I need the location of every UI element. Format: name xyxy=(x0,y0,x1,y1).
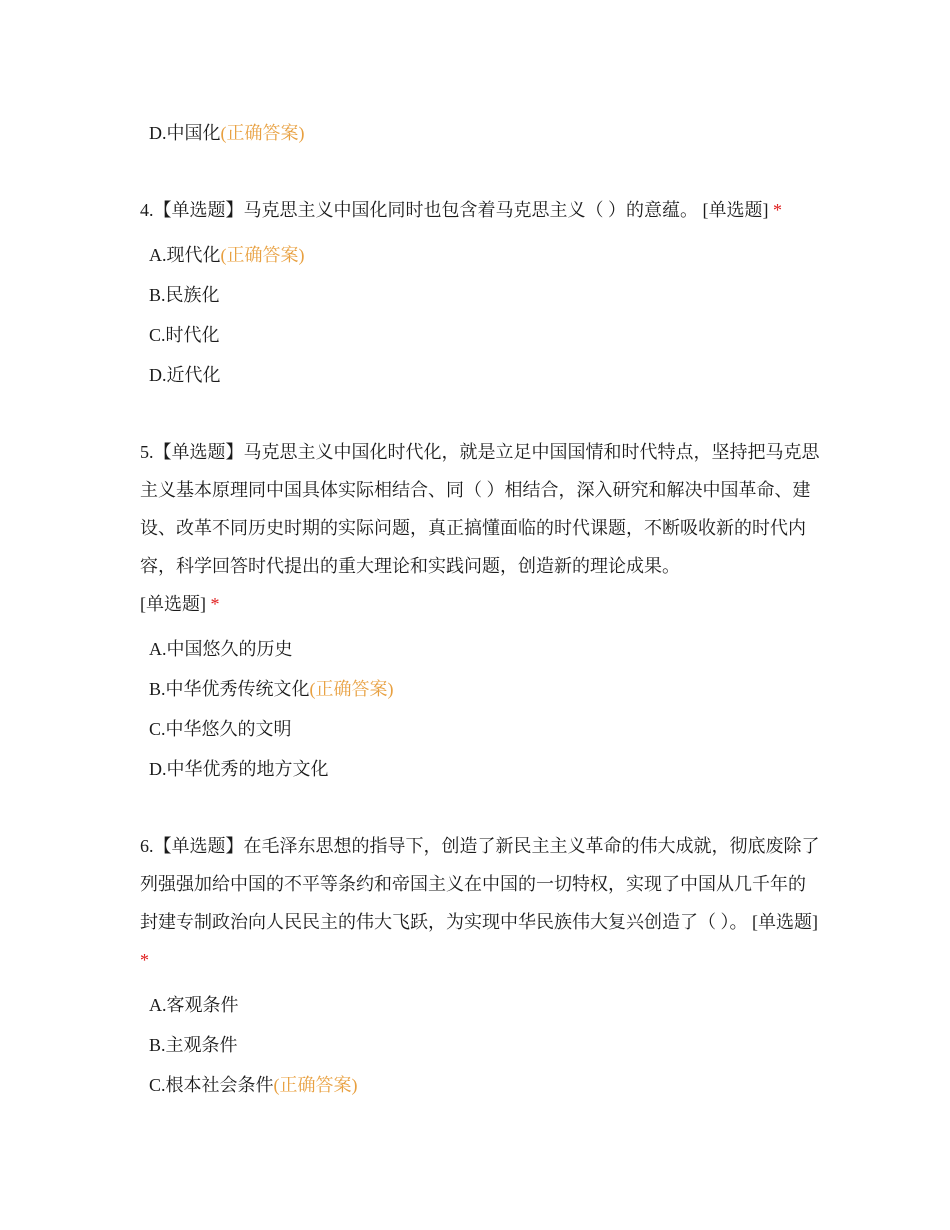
required-mark: * xyxy=(210,594,220,614)
question-type-tag: [单选题] xyxy=(752,912,818,932)
q5-option-a xyxy=(149,637,293,661)
q3-option-d xyxy=(149,121,305,145)
question-text xyxy=(140,191,820,229)
option-label: B.主观条件 xyxy=(149,1035,238,1055)
q6-option-b xyxy=(149,1033,238,1057)
q6-option-a xyxy=(149,993,239,1017)
q5-option-d xyxy=(149,757,329,781)
option-label: B.民族化 xyxy=(149,285,220,305)
option-label: D.中华优秀的地方文化 xyxy=(149,759,329,779)
correct-answer-tag: (正确答案) xyxy=(220,123,305,143)
q4-option-d xyxy=(149,363,221,387)
question-4 xyxy=(140,191,820,229)
q5-option-c xyxy=(149,717,292,741)
correct-answer-tag: (正确答案) xyxy=(220,245,305,265)
question-text xyxy=(140,433,820,623)
option-label: A.客观条件 xyxy=(149,995,239,1015)
option-label: D.近代化 xyxy=(149,365,221,385)
question-6 xyxy=(140,827,820,979)
q5-option-b xyxy=(149,677,394,701)
option-label: D.中国化 xyxy=(149,123,221,143)
correct-answer-tag: (正确答案) xyxy=(309,679,394,699)
q4-option-c xyxy=(149,323,220,347)
question-type-tag: [单选题] xyxy=(702,200,769,220)
question-5 xyxy=(140,433,820,623)
question-5-stem: 5.【单选题】马克思主义中国化时代化，就是立足中国国情和时代特点，坚持把马克思主义基本原理同中国具体实际相结合、同（ ）相结合，深入研究和解决中国革命、建设、改革不同历史时期的实际问题，真正搞懂面临的时代课题，不断吸收新的时代内容，科学回答时代提出的重大理论和实践问题，创造新的理论成果。 xyxy=(140,442,820,576)
question-4-stem: 4.【单选题】马克思主义中国化同时也包含着马克思主义（ ）的意蕴。 xyxy=(140,200,698,220)
option-label: A.现代化 xyxy=(149,245,221,265)
required-mark: * xyxy=(140,950,149,970)
correct-answer-tag: (正确答案) xyxy=(273,1075,358,1095)
q6-option-c xyxy=(149,1073,358,1097)
option-label: A.中国悠久的历史 xyxy=(149,639,293,659)
option-label: C.中华悠久的文明 xyxy=(149,719,292,739)
required-mark: * xyxy=(773,200,782,220)
q4-option-a xyxy=(149,243,305,267)
question-6-stem: 6.【单选题】在毛泽东思想的指导下，创造了新民主主义革命的伟大成就，彻底废除了列强强加给中国的不平等条约和帝国主义在中国的一切特权，实现了中国从几千年的封建专制政治向人民民主的伟大飞跃，为实现中华民族伟大复兴创造了（ ）。 xyxy=(140,836,820,932)
question-text xyxy=(140,827,820,979)
option-label: B.中华优秀传统文化 xyxy=(149,679,310,699)
question-type-tag: [单选题] xyxy=(140,594,206,614)
option-label: C.时代化 xyxy=(149,325,220,345)
option-label: C.根本社会条件 xyxy=(149,1075,274,1095)
q4-option-b xyxy=(149,283,220,307)
